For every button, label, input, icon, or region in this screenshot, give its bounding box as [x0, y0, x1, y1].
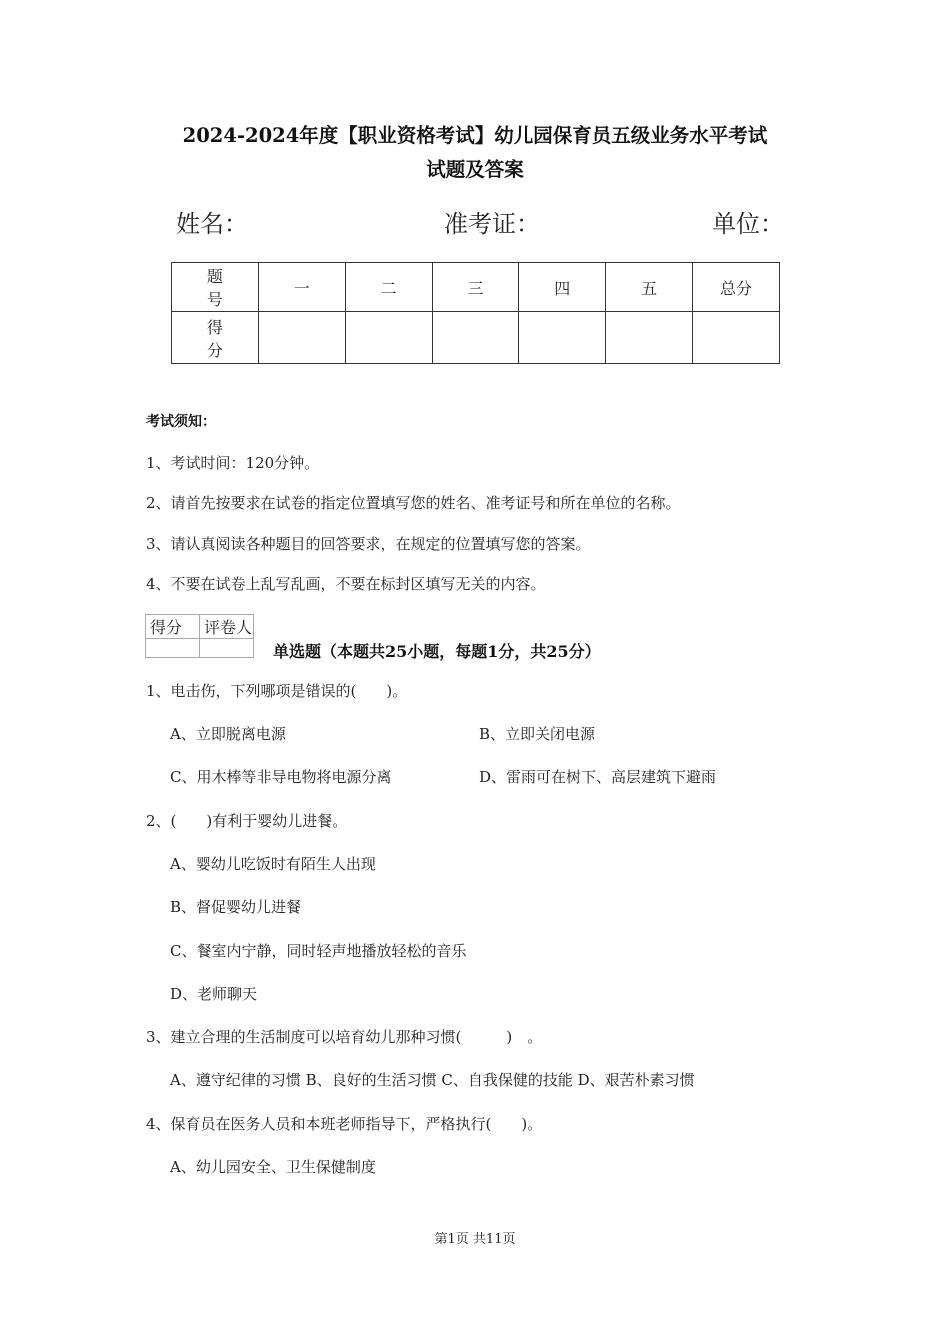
question-1-option-b: B、立即关闭电源 [479, 725, 596, 743]
notice-item: 3、请认真阅读各种题目的回答要求，在规定的位置填写您的答案。 [146, 535, 591, 553]
section-4-header: 四 [519, 263, 606, 312]
document-subtitle: 试题及答案 [426, 158, 524, 181]
grader-score-cell[interactable] [146, 639, 200, 658]
total-score-header: 总分 [693, 263, 780, 312]
question-4-stem: 4、保育员在医务人员和本班老师指导下，严格执行( )。 [146, 1115, 543, 1133]
section-1-score-cell[interactable] [258, 312, 345, 364]
grader-box [145, 614, 254, 658]
grader-name-label: 评卷人 [200, 615, 254, 639]
grader-score-label: 得分 [146, 615, 200, 639]
section-1-header: 一 [258, 263, 345, 312]
section-5-header: 五 [606, 263, 693, 312]
score-table-score-row [172, 312, 780, 364]
notice-item: 1、考试时间：120分钟。 [146, 454, 320, 472]
question-2-option-c: C、餐室内宁静，同时轻声地播放轻松的音乐 [170, 942, 467, 960]
question-2-stem: 2、( )有利于婴幼儿进餐。 [146, 812, 348, 830]
section-5-score-cell[interactable] [606, 312, 693, 364]
exam-id-label: 准考证： [444, 210, 540, 238]
score-table-header-row [172, 263, 780, 312]
question-2-option-b: B、督促婴幼儿进餐 [170, 898, 302, 916]
page-number: 第1页 共11页 [434, 1232, 516, 1247]
score-table [171, 262, 780, 364]
section-2-header: 二 [345, 263, 432, 312]
notice-item: 2、请首先按要求在试卷的指定位置填写您的姓名、准考证号和所在单位的名称。 [146, 494, 681, 512]
question-4-option-a: A、幼儿园安全、卫生保健制度 [170, 1158, 376, 1176]
name-label: 姓名： [176, 210, 248, 238]
unit-label: 单位： [712, 210, 784, 238]
notice-title: 考试须知： [146, 414, 216, 430]
question-1-option-a: A、立即脱离电源 [170, 725, 286, 743]
question-3-stem: 3、建立合理的生活制度可以培育幼儿那种习惯( ) 。 [146, 1028, 543, 1046]
question-3-options: A、遵守纪律的习惯 B、良好的生活习惯 C、自我保健的技能 D、艰苦朴素习惯 [170, 1071, 695, 1089]
question-number-label: 题号 [172, 263, 259, 312]
score-row-label: 得分 [172, 312, 259, 364]
question-1-option-d: D、雷雨可在树下、高层建筑下避雨 [479, 768, 717, 786]
notice-item: 4、不要在试卷上乱写乱画，不要在标封区填写无关的内容。 [146, 575, 546, 593]
section-3-score-cell[interactable] [432, 312, 519, 364]
section-3-header: 三 [432, 263, 519, 312]
grader-header-row [146, 615, 254, 639]
section-4-score-cell[interactable] [519, 312, 606, 364]
document-title: 2024-2024年度【职业资格考试】幼儿园保育员五级业务水平考试 [182, 124, 768, 147]
section-title: 单选题（本题共25小题，每题1分，共25分） [273, 642, 601, 661]
question-2-option-a: A、婴幼儿吃饭时有陌生人出现 [170, 855, 376, 873]
question-1-option-c: C、用木棒等非导电物将电源分离 [170, 768, 392, 786]
question-1-stem: 1、电击伤，下列哪项是错误的( )。 [146, 682, 408, 700]
total-score-cell[interactable] [693, 312, 780, 364]
grader-input-row [146, 639, 254, 658]
section-2-score-cell[interactable] [345, 312, 432, 364]
grader-name-cell[interactable] [200, 639, 254, 658]
question-2-option-d: D、老师聊天 [170, 985, 258, 1003]
